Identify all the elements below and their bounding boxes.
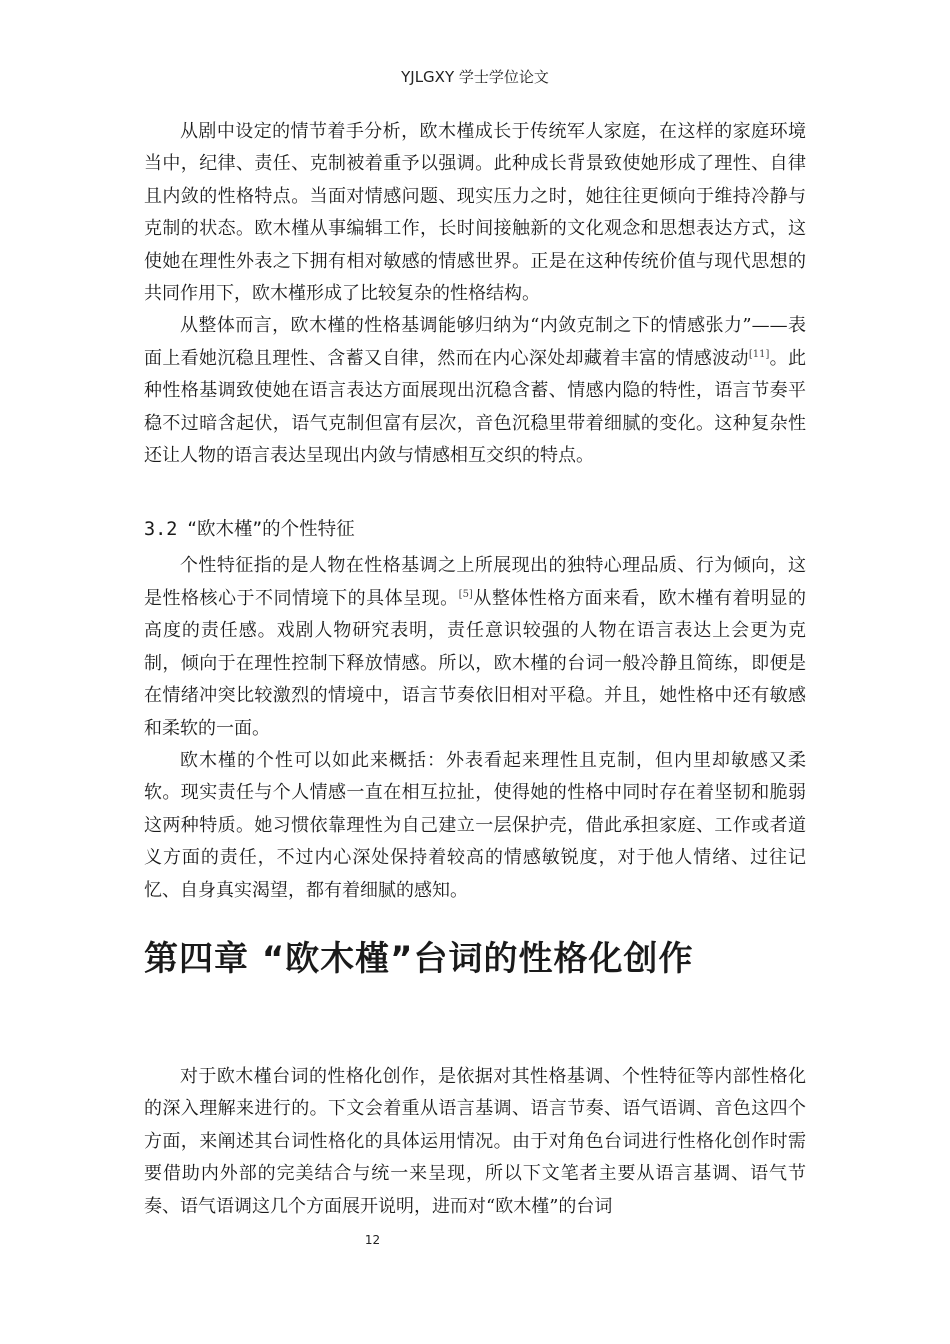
paragraph	[144, 550, 806, 744]
section-heading	[144, 510, 806, 550]
running-header: YJLGXY 学士学位论文	[401, 68, 549, 86]
citation: [11]	[748, 348, 770, 360]
paragraph-text: 个性特征指的是人物在性格基调之上所展现出的独特心理品质、行为倾向，这是性格核心于不同情境下的具体呈现。	[144, 555, 806, 609]
paragraph	[144, 310, 806, 472]
paragraph: 欧木槿的个性可以如此来概括：外表看起来理性且克制，但内里却敏感又柔软。现实责任与个人情感一直在相互拉扯，使得她的性格中同时存在着坚韧和脆弱这两种特质。她习惯依靠理性为自己建立一层保护壳，借此承担家庭、工作或者道义方面的责任，不过内心深处保持着较高的情感敏锐度，对于他人情绪、过往记忆、自身真实渴望，都有着细腻的感知。	[144, 749, 806, 901]
paragraph-text: 从整体性格方面来看，欧木槿有着明显的高度的责任感。戏剧人物研究表明，责任意识较强的人物在语言表达上会更为克制，倾向于在理性控制下释放情感。所以，欧木槿的台词一般冷静且简练，即便是在情绪冲突比较激烈的情境中，语言节奏依旧相对平稳。并且，她性格中还有敏感和柔软的一面。	[144, 587, 807, 739]
page-number: 12	[364, 1233, 381, 1247]
paragraph: 对于欧木槿台词的性格化创作，是依据对其性格基调、个性特征等内部性格化的深入理解来进行的。下文会着重从语言基调、语言节奏、语气语调、音色这四个方面，来阐述其台词性格化的具体运用情况。由于对角色台词进行性格化创作时需要借助内外部的完美结合与统一来呈现，所以下文笔者主要从语言基调、语气节奏、语气语调这几个方面展开说明，进而对“欧木槿”的台词	[144, 1065, 806, 1217]
chapter-heading: 第四章 “欧木槿”台词的性格化创作	[144, 938, 694, 979]
citation: [5]	[458, 588, 473, 600]
paragraph-text: 从整体而言，欧木槿的性格基调能够归纳为“内敛克制之下的情感张力”——表面上看她沉稳且理性、含蓄又自律，然而在内心深处却藏着丰富的情感波动	[144, 315, 806, 369]
section-title: “欧木槿”的个性特征	[187, 519, 355, 541]
paragraph: 从剧中设定的情节着手分析，欧木槿成长于传统军人家庭，在这样的家庭环境当中，纪律、责任、克制被着重予以强调。此种成长背景致使她形成了理性、自律且内敛的性格特点。当面对情感问题、现实压力之时，她往往更倾向于维持冷静与克制的状态。欧木槿从事编辑工作，长时间接触新的文化观念和思想表达方式，这使她在理性外表之下拥有相对敏感的情感世界。正是在这种传统价值与现代思想的共同作用下，欧木槿形成了比较复杂的性格结构。	[144, 121, 806, 305]
section-number: 3.2	[144, 519, 178, 541]
page-body	[144, 116, 806, 1223]
paragraph-text: 。此种性格基调致使她在语言表达方面展现出沉稳含蓄、情感内隐的特性，语言节奏平稳不过暗含起伏，语气克制但富有层次，音色沉稳里带着细腻的变化。这种复杂性还让人物的语言表达呈现出内敛与情感相互交织的特点。	[144, 347, 806, 467]
